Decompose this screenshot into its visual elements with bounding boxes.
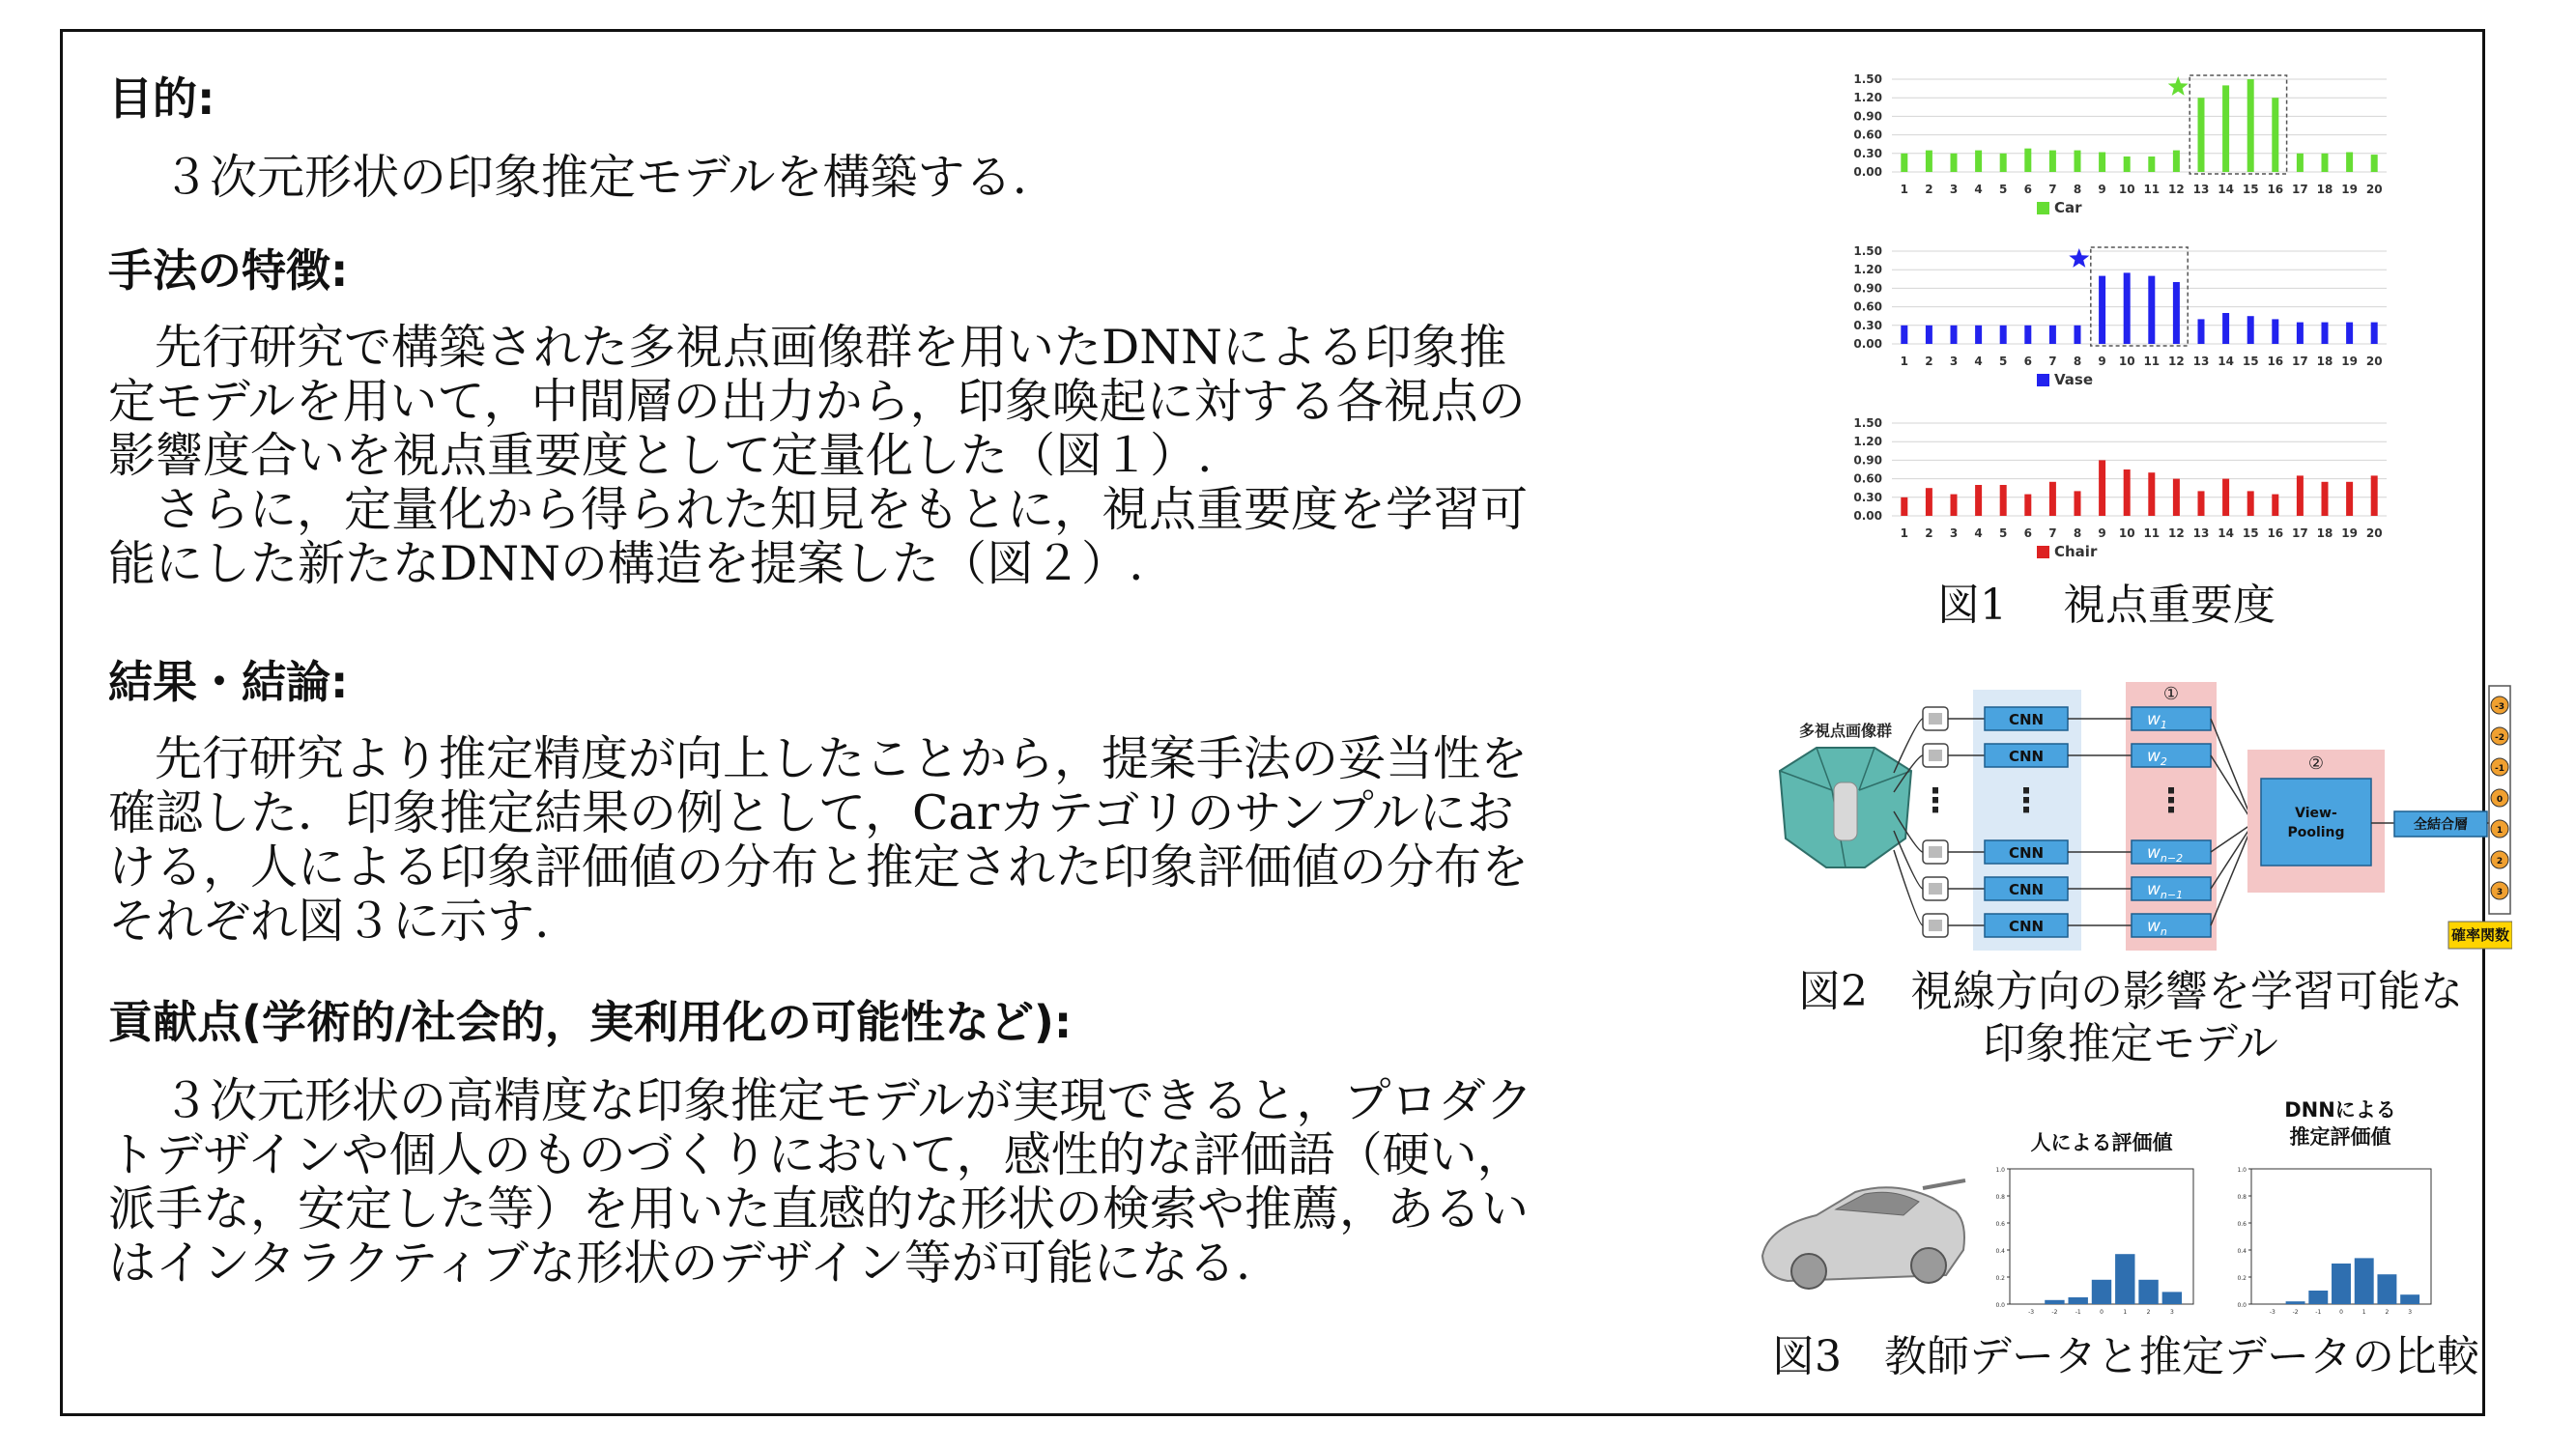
bar	[2124, 469, 2131, 516]
cnn-label: CNN	[2008, 918, 2045, 935]
left-hist-title: 人による評価値	[2030, 1131, 2173, 1154]
bar	[2272, 98, 2278, 172]
x-tick-label: 7	[2048, 526, 2057, 540]
x-tick-label: 12	[2168, 355, 2185, 368]
weight-label: $w_n$	[2147, 917, 2167, 938]
y-tick-label: 0.30	[1853, 146, 1882, 160]
bar	[2346, 323, 2353, 344]
cnn-label: CNN	[2008, 881, 2045, 898]
view-thumbnail-object	[1929, 846, 1942, 858]
fig1-caption: 図1 視点重要度	[1937, 581, 2275, 630]
x-tick-label: 5	[1999, 183, 2008, 196]
x-tick-label: 16	[2267, 526, 2284, 540]
bar	[2000, 485, 2007, 516]
x-tick-label: 13	[2192, 183, 2210, 196]
x-tick-label: 3	[2169, 1309, 2174, 1316]
bar	[2148, 156, 2155, 172]
x-tick-label: 4	[1974, 355, 1983, 368]
prob-label: 確率関数	[2450, 926, 2510, 944]
x-tick-label: -1	[2315, 1309, 2322, 1316]
x-tick-label: 15	[2242, 355, 2259, 368]
y-tick-label: 0.30	[1853, 490, 1882, 504]
x-tick-label: 18	[2316, 355, 2333, 368]
text-line: 能にした新たなDNNの構造を提案した（図２）.	[108, 536, 1144, 591]
output-label: 3	[2496, 888, 2504, 897]
legend-label: Car	[2054, 199, 2082, 216]
bar	[2075, 326, 2081, 344]
legend-swatch	[2037, 202, 2049, 214]
fig2-caption-line: 印象推定モデル	[1983, 1019, 2278, 1068]
fig2-caption-line: 図2 視線方向の影響を学習可能な	[1798, 967, 2463, 1016]
y-tick-label: 0.4	[2237, 1248, 2247, 1255]
x-tick-label: 12	[2168, 526, 2185, 540]
output-label: -1	[2495, 764, 2504, 774]
view-pooling-label: Pooling	[2287, 825, 2345, 840]
x-tick-label: 15	[2242, 526, 2259, 540]
x-tick-label: 10	[2118, 526, 2135, 540]
text-line: ける，人による印象評価値の分布と推定された印象評価値の分布を	[108, 839, 1530, 895]
x-tick-label: 13	[2192, 355, 2210, 368]
dots-thumb: ⋮	[1919, 781, 1952, 820]
hist-bar	[2332, 1264, 2351, 1304]
bar	[2247, 316, 2254, 344]
x-tick-label: 17	[2292, 355, 2308, 368]
bar	[2000, 154, 2007, 172]
bar	[2346, 482, 2353, 516]
comparison-figure	[1749, 1092, 2512, 1323]
y-tick-label: 0.4	[1995, 1248, 2005, 1255]
text-line: 先行研究より推定精度が向上したことから，提案手法の妥当性を	[155, 731, 1529, 786]
bar	[2049, 482, 2056, 516]
x-tick-label: 9	[2098, 526, 2106, 540]
x-tick-label: 16	[2267, 355, 2284, 368]
view-line	[1894, 719, 1923, 773]
right-hist-title: DNNによる	[2284, 1098, 2396, 1122]
y-tick-label: 1.0	[1995, 1167, 2005, 1174]
x-tick-label: 5	[1999, 355, 2008, 368]
bar	[2049, 151, 2056, 172]
legend-swatch	[2037, 546, 2049, 558]
x-tick-label: -3	[2028, 1309, 2035, 1316]
car-wing	[1923, 1180, 1965, 1188]
x-tick-label: 4	[1974, 526, 1983, 540]
y-tick-label: 0.0	[1995, 1302, 2005, 1309]
x-tick-label: 18	[2316, 183, 2333, 196]
bar	[2173, 282, 2180, 344]
bar	[2173, 151, 2180, 172]
text-line: それぞれ図３に示す.	[108, 894, 550, 949]
x-tick-label: 1	[2123, 1309, 2128, 1316]
x-tick-label: 2	[2146, 1309, 2151, 1316]
bar	[2099, 153, 2105, 172]
bar	[2198, 319, 2205, 344]
x-tick-label: 2	[1925, 183, 1933, 196]
x-tick-label: -1	[2075, 1309, 2081, 1316]
x-tick-label: 16	[2267, 183, 2284, 196]
bar	[2099, 276, 2105, 344]
bar	[2371, 323, 2378, 344]
x-tick-label: 10	[2118, 355, 2135, 368]
hist-bar	[2400, 1294, 2419, 1304]
y-tick-label: 0.90	[1853, 453, 1882, 468]
bar	[2124, 156, 2131, 172]
bar	[1951, 326, 1958, 344]
x-tick-label: 11	[2143, 526, 2161, 540]
bar	[2124, 272, 2131, 344]
x-tick-label: 6	[2023, 183, 2032, 196]
x-tick-label: 1	[1900, 355, 1908, 368]
view-thumbnail-object	[1929, 750, 1942, 761]
view-thumbnail-object	[1929, 713, 1942, 724]
bar	[1926, 488, 1932, 516]
x-tick-label: -2	[2051, 1309, 2058, 1316]
output-label: 0	[2496, 795, 2504, 805]
hist-bar	[2138, 1280, 2158, 1304]
y-tick-label: 0.00	[1853, 337, 1882, 351]
bar	[2024, 326, 2031, 344]
bar	[1926, 151, 1932, 172]
text-line: 確認した．印象推定結果の例として，Carカテゴリのサンプルにお	[108, 785, 1514, 840]
contribution-heading: 貢献点(学術的/社会的，実利用化の可能性など):	[108, 996, 1073, 1048]
x-tick-label: 7	[2048, 183, 2057, 196]
weight-box	[2132, 744, 2211, 767]
bar	[2198, 98, 2205, 172]
step2-marker: ②	[2307, 753, 2325, 774]
step1-marker: ①	[2162, 684, 2180, 704]
y-tick-label: 1.20	[1853, 91, 1882, 105]
y-tick-label: 0.30	[1853, 318, 1882, 332]
legend-label: Chair	[2054, 543, 2098, 560]
cnn-label: CNN	[2008, 748, 2045, 765]
bar	[2148, 276, 2155, 344]
x-tick-label: 11	[2143, 355, 2161, 368]
output-label: -2	[2495, 733, 2504, 743]
output-label: 2	[2496, 857, 2504, 867]
weight-box	[2132, 914, 2211, 937]
cnn-label: CNN	[2008, 711, 2045, 728]
hist-bar	[2045, 1300, 2064, 1304]
y-tick-label: 0.60	[1853, 128, 1882, 142]
input-label: 多視点画像群	[1798, 722, 1893, 740]
bar	[2297, 475, 2304, 516]
text-line: はインタラクティブな形状のデザイン等が可能になる.	[108, 1236, 1251, 1291]
bar	[2371, 475, 2378, 516]
y-tick-label: 1.50	[1853, 416, 1882, 430]
bar	[2024, 495, 2031, 516]
hist-bar	[2355, 1258, 2374, 1304]
y-tick-label: 0.6	[1995, 1221, 2005, 1228]
view-pooling-box	[2261, 779, 2371, 866]
weight-label: $w_1$	[2147, 710, 2167, 731]
fc-label: 全結合層	[2414, 817, 2468, 833]
bar	[2322, 482, 2329, 516]
view-thumbnail-object	[1929, 920, 1942, 931]
x-tick-label: 9	[2098, 183, 2106, 196]
legend-swatch	[2037, 374, 2049, 386]
view-thumbnail-object	[1929, 883, 1942, 895]
x-tick-label: 10	[2118, 183, 2135, 196]
legend-label: Vase	[2054, 371, 2094, 388]
y-tick-label: 0.60	[1853, 299, 1882, 314]
y-tick-label: 0.6	[2237, 1221, 2247, 1228]
bar	[2222, 479, 2229, 516]
hist-bar	[2377, 1274, 2396, 1304]
x-tick-label: 2	[1925, 355, 1933, 368]
weight-label: $w_2$	[2147, 747, 2167, 768]
x-tick-label: 6	[2023, 355, 2032, 368]
bar	[2272, 495, 2278, 516]
y-tick-label: 0.90	[1853, 109, 1882, 124]
x-tick-label: 5	[1999, 526, 2008, 540]
weight-label: $w_{n-1}$	[2147, 880, 2184, 901]
output-label: -3	[2495, 702, 2504, 712]
method-body	[108, 321, 1732, 591]
bar	[1975, 151, 1982, 172]
y-tick-label: 0.8	[2237, 1194, 2247, 1201]
car-wheel	[1911, 1248, 1946, 1283]
bar	[2024, 149, 2031, 172]
cnn-label: CNN	[2008, 844, 2045, 862]
x-tick-label: 8	[2073, 183, 2082, 196]
dots-cnn: ⋮	[2010, 781, 2043, 820]
x-tick-label: 14	[2218, 183, 2234, 196]
x-tick-label: 12	[2168, 183, 2185, 196]
y-tick-label: 1.50	[1853, 72, 1882, 86]
x-tick-label: 17	[2292, 526, 2308, 540]
bar	[2222, 85, 2229, 172]
bar	[1975, 326, 1982, 344]
x-tick-label: 8	[2073, 526, 2082, 540]
bar	[2173, 479, 2180, 516]
text-line: 定モデルを用いて，中間層の出力から，印象喚起に対する各視点の	[108, 374, 1526, 429]
car-wheel	[1791, 1254, 1826, 1289]
bar	[2198, 491, 2205, 516]
y-tick-label: 1.0	[2237, 1167, 2247, 1174]
purpose-body	[108, 151, 1732, 205]
bar	[1926, 326, 1932, 344]
x-tick-label: 20	[2365, 526, 2383, 540]
bar	[2346, 153, 2353, 172]
x-tick-label: 19	[2341, 183, 2358, 196]
y-tick-label: 0.8	[1995, 1194, 2005, 1201]
bar	[2322, 154, 2329, 172]
hist-bar	[2162, 1292, 2182, 1304]
bar	[2148, 472, 2155, 516]
pool-connector	[2211, 823, 2253, 889]
y-tick-label: 0.00	[1853, 509, 1882, 523]
x-tick-label: 2	[2385, 1309, 2390, 1316]
results-body	[108, 732, 1732, 949]
bar	[2247, 79, 2254, 172]
x-tick-label: 6	[2023, 526, 2032, 540]
bar	[1975, 485, 1982, 516]
purpose-heading: 目的:	[108, 72, 215, 125]
x-tick-label: 14	[2218, 526, 2234, 540]
viewpoint-importance-charts	[1817, 58, 2396, 580]
hist-bar	[2115, 1254, 2134, 1304]
dots-weight: ⋮	[2155, 781, 2188, 820]
hist-bar	[2069, 1297, 2088, 1304]
x-tick-label: 15	[2242, 183, 2259, 196]
right-hist-title: 推定評価値	[2289, 1125, 2391, 1149]
text-line: さらに，定量化から得られた知見をもとに，視点重要度を学習可	[155, 482, 1529, 537]
x-tick-label: 3	[2408, 1309, 2413, 1316]
bar	[1901, 497, 1907, 516]
bar	[2322, 323, 2329, 344]
pool-connector	[2211, 719, 2253, 823]
bar	[1901, 154, 1907, 172]
bar	[2075, 151, 2081, 172]
y-tick-label: 1.20	[1853, 263, 1882, 277]
bar	[2297, 154, 2304, 172]
bar	[2272, 319, 2278, 344]
fig2-caption	[1749, 966, 2512, 1070]
y-tick-label: 0.0	[2237, 1302, 2247, 1309]
hist-bar	[2286, 1301, 2305, 1304]
fig3-caption: 図3 教師データと推定データの比較	[1772, 1332, 2479, 1381]
method-heading: 手法の特徴:	[108, 244, 349, 297]
x-tick-label: 14	[2218, 355, 2234, 368]
hist-bar	[2308, 1291, 2328, 1304]
x-tick-label: -3	[2269, 1309, 2275, 1316]
text-line: 派手な，安定した等）を用いた直感的な形状の検索や推薦，あるい	[108, 1181, 1530, 1236]
view-pooling-label: View-	[2295, 806, 2337, 821]
y-tick-label: 0.2	[1995, 1275, 2005, 1282]
text-line: トデザインや個人のものづくりにおいて，感性的な評価語（硬い，	[108, 1127, 1525, 1182]
text-line: ３次元形状の高精度な印象推定モデルが実現できると，プロダク	[162, 1073, 1533, 1128]
x-tick-label: 4	[1974, 183, 1983, 196]
text-line: 影響度合いを視点重要度として定量化した（図１）.	[108, 428, 1213, 483]
bar	[2297, 323, 2304, 344]
pool-connector	[2211, 755, 2253, 823]
results-heading: 結果・結論:	[108, 656, 349, 708]
x-tick-label: 17	[2292, 183, 2308, 196]
bar	[2371, 155, 2378, 172]
x-tick-label: 19	[2341, 355, 2358, 368]
x-tick-label: 20	[2365, 183, 2383, 196]
x-tick-label: 1	[1900, 183, 1908, 196]
y-tick-label: 0.00	[1853, 165, 1882, 179]
y-tick-label: 1.20	[1853, 435, 1882, 449]
y-tick-label: 0.90	[1853, 281, 1882, 296]
weight-label: $w_{n-2}$	[2147, 843, 2184, 865]
hist-bar	[2092, 1280, 2111, 1304]
bar	[2099, 460, 2105, 516]
x-tick-label: 9	[2098, 355, 2106, 368]
bar	[2222, 313, 2229, 344]
x-tick-label: 3	[1949, 183, 1959, 196]
x-tick-label: 11	[2143, 183, 2161, 196]
x-tick-label: 0	[2339, 1309, 2343, 1316]
y-tick-label: 1.50	[1853, 244, 1882, 258]
x-tick-label: 7	[2048, 355, 2057, 368]
x-tick-label: 1	[2361, 1309, 2366, 1316]
bar	[2247, 491, 2254, 516]
bar	[2075, 491, 2081, 516]
model-diagram	[1749, 676, 2512, 956]
view-line	[1894, 831, 1923, 889]
output-label: 1	[2496, 826, 2504, 836]
view-line	[1894, 850, 1923, 925]
x-tick-label: 3	[1949, 526, 1959, 540]
bar	[2049, 326, 2056, 344]
x-tick-label: -2	[2292, 1309, 2299, 1316]
bar	[1951, 495, 1958, 516]
bar	[1901, 326, 1907, 344]
x-tick-label: 8	[2073, 355, 2082, 368]
y-tick-label: 0.60	[1853, 471, 1882, 486]
weight-box	[2132, 707, 2211, 730]
text-line: ３次元形状の印象推定モデルを構築する.	[162, 150, 1028, 205]
x-tick-label: 18	[2316, 526, 2333, 540]
x-tick-label: 19	[2341, 526, 2358, 540]
x-tick-label: 1	[1900, 526, 1908, 540]
x-tick-label: 0	[2100, 1309, 2104, 1316]
object-icon	[1834, 782, 1857, 840]
text-line: 先行研究で構築された多視点画像群を用いたDNNによる印象推	[155, 320, 1507, 375]
bar	[1951, 154, 1958, 172]
y-tick-label: 0.2	[2237, 1275, 2247, 1282]
contribution-body	[108, 1074, 1732, 1291]
x-tick-label: 3	[1949, 355, 1959, 368]
bar	[2000, 326, 2007, 344]
x-tick-label: 2	[1925, 526, 1933, 540]
x-tick-label: 20	[2365, 355, 2383, 368]
x-tick-label: 13	[2192, 526, 2210, 540]
